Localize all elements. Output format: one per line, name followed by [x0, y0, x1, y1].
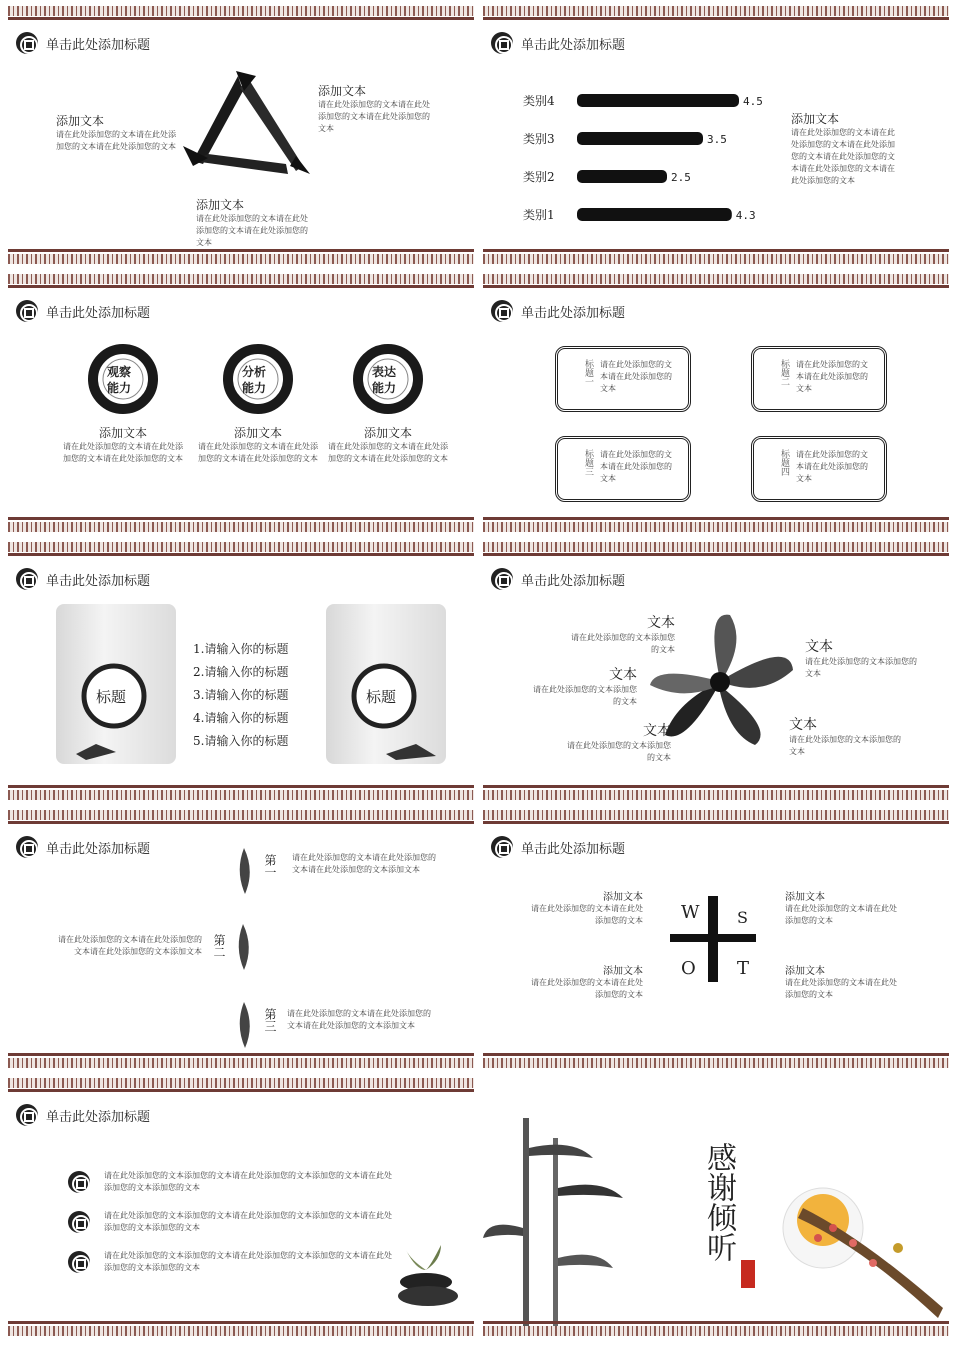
text-block [527, 664, 637, 708]
emblem-icon [491, 836, 513, 858]
bar-chart [523, 86, 763, 226]
slide-header [16, 32, 150, 54]
ornate-frame [751, 436, 887, 502]
slide-header [491, 568, 625, 590]
frame-label: 标题一 [583, 359, 593, 386]
item-title: 文本 [643, 723, 671, 739]
thanks-text: 感谢倾听 [701, 1142, 736, 1262]
item-body: 请在此处添加您的文本请在此处添加您的文本请在此处添加您的文本添加文本 [292, 853, 436, 874]
frame-label: 标题二 [779, 359, 789, 386]
text-block [785, 888, 900, 927]
frame-body: 请在此处添加您的文本请在此处添加您的文本 [600, 360, 672, 393]
text-block [56, 112, 176, 153]
emblem-icon [491, 568, 513, 590]
value-label: 2.5 [671, 171, 691, 184]
circle-block [198, 344, 318, 465]
item-body: 请在此处添加您的文本请在此处添加您的文本请在此处添加您的文本添加文本 [287, 1009, 431, 1030]
border-top [483, 810, 949, 826]
item-title: 添加文本 [318, 84, 367, 98]
circle-label: 分析 [242, 365, 267, 379]
ink-fish-icon [233, 846, 255, 896]
item-body: 请在此处添加您的文本请在此处添加您的文本请在此处添加您的文本 [198, 442, 318, 463]
item-body: 请在此处添加您的文本请在此处添加您的文本请在此处添加您的文本 [196, 214, 308, 247]
text-block [561, 720, 671, 764]
item-body: 请在此处添加您的文本添加您的文本 [533, 685, 637, 706]
seal-stamp-icon [741, 1260, 755, 1288]
category-label: 类别4 [523, 94, 555, 108]
bar [577, 132, 703, 145]
text-block [528, 962, 643, 1001]
value-label: 4.5 [743, 95, 763, 108]
slide-6 [483, 542, 949, 801]
border-top [8, 6, 474, 22]
item-body: 请在此处添加您的文本请在此处添加您的文本请在此处添加您的文本 [328, 442, 448, 463]
item-body: 请在此处添加您的文本添加您的文本 [571, 633, 675, 654]
slide-title[interactable]: 单击此处添加标题 [46, 841, 151, 857]
text-block [196, 196, 311, 249]
bar [577, 170, 667, 183]
slide-title[interactable]: 单击此处添加标题 [46, 573, 151, 589]
item-title: 添加文本 [363, 426, 412, 440]
border-top [483, 274, 949, 290]
text-block [528, 888, 643, 927]
bar [577, 94, 739, 107]
slide-title[interactable]: 单击此处添加标题 [521, 37, 626, 53]
item-title: 添加文本 [785, 892, 825, 903]
slide-header [491, 836, 625, 858]
item-body: 请在此处添加您的文本添加您的文本请在此处添加您的文本添加您的文本请在此处添加您的文本添加您的文本 [104, 1211, 392, 1232]
slide-2 [483, 6, 949, 265]
item-body: 请在此处添加您的文本请在此处添加您的文本 [785, 978, 897, 999]
slide-header [16, 300, 150, 322]
text-block [805, 636, 920, 680]
slide-header [16, 568, 150, 590]
circle-label: 能力 [242, 381, 267, 395]
bar [577, 208, 732, 221]
swot-letter: O [681, 958, 696, 979]
item-title: 文本 [805, 639, 833, 655]
text-block [789, 714, 904, 758]
emblem-icon [68, 1251, 90, 1273]
slide-header [491, 300, 625, 322]
border-bottom [483, 517, 949, 533]
scroll-graphic [56, 604, 176, 764]
emblem-icon [16, 568, 38, 590]
plum-blossom-graphic [773, 1168, 949, 1337]
item-body: 请在此处添加您的文本请在此处添加您的文本请在此处添加您的文本 [63, 442, 183, 463]
list-item[interactable]: 5.请输入你的标题 [193, 734, 289, 748]
slide-title[interactable]: 单击此处添加标题 [521, 305, 626, 321]
border-bottom [8, 785, 474, 801]
border-top [8, 810, 474, 826]
text-block [785, 962, 900, 1001]
item-body: 请在此处添加您的文本添加您的文本 [567, 741, 671, 762]
border-bottom [483, 1321, 949, 1337]
text-block [318, 82, 433, 135]
border-top [8, 1078, 474, 1094]
category-label: 类别3 [523, 132, 555, 146]
swot-letter: S [737, 908, 748, 927]
slide-9 [8, 1078, 474, 1337]
item-body: 请在此处添加您的文本请在此处添加您的文本 [531, 978, 643, 999]
item-body: 请在此处添加您的文本添加您的文本请在此处添加您的文本添加您的文本请在此处添加您的文本添加您的文本 [104, 1251, 392, 1272]
slide-title[interactable]: 单击此处添加标题 [521, 573, 626, 589]
emblem-icon [16, 300, 38, 322]
frame-body: 请在此处添加您的文本请在此处添加您的文本 [796, 450, 868, 483]
emblem-icon [16, 32, 38, 54]
item-title: 添加文本 [233, 426, 282, 440]
item-body: 请在此处添加您的文本请在此处添加您的文本请在此处添加您的文本 [56, 130, 176, 151]
scroll-label: 标题 [96, 688, 127, 706]
border-bottom [8, 249, 474, 265]
list-item[interactable]: 3.请输入你的标题 [193, 688, 289, 702]
slide-10 [483, 1078, 949, 1337]
circle-label: 表达 [372, 365, 397, 379]
item-body: 请在此处添加您的文本请在此处添加您的文本请在此处添加您的文本添加文本 [58, 935, 202, 956]
item-title: 添加文本 [56, 114, 105, 128]
scroll-label: 标题 [366, 688, 397, 706]
scroll-graphic [326, 604, 446, 764]
border-bottom [483, 249, 949, 265]
item-title: 文本 [609, 667, 637, 683]
slide-5 [8, 542, 474, 801]
item-label: 第二 [212, 934, 226, 958]
slide-header [16, 836, 150, 858]
item-title: 添加文本 [603, 966, 643, 977]
stones-icon [386, 1240, 466, 1310]
item-title: 添加文本 [196, 198, 245, 212]
list-item [68, 1250, 398, 1274]
value-label: 3.5 [707, 133, 727, 146]
slide-8 [483, 810, 949, 1069]
title-list [193, 638, 288, 753]
item-title: 添加文本 [603, 892, 643, 903]
slide-4 [483, 274, 949, 533]
emblem-icon [68, 1211, 90, 1233]
side-body: 请在此处添加您的文本请在此处添加您的文本请在此处添加您的文本请在此处添加您的文本请在此处添加您的文本请在此处添加您的文本 [791, 128, 895, 185]
ink-fish-icon [232, 922, 254, 972]
emblem-icon [491, 32, 513, 54]
side-title: 添加文本 [791, 112, 840, 126]
frame-label: 标题三 [583, 449, 593, 476]
circle-label: 观察 [107, 365, 132, 379]
item-title: 文本 [789, 717, 817, 733]
frame-body: 请在此处添加您的文本请在此处添加您的文本 [796, 360, 868, 393]
list-item[interactable]: 2.请输入你的标题 [193, 665, 289, 679]
border-bottom [8, 517, 474, 533]
slide-header [16, 1104, 150, 1126]
ink-arrows-graphic [178, 66, 318, 186]
ornate-frame [751, 346, 887, 412]
frame-label: 标题四 [779, 449, 789, 476]
border-bottom [483, 1053, 949, 1069]
emblem-icon [491, 300, 513, 322]
border-top [483, 542, 949, 558]
border-bottom [8, 1053, 474, 1069]
slide-1 [8, 6, 474, 265]
side-text-block [791, 110, 901, 187]
item-label: 第一 [263, 854, 277, 878]
category-label: 类别1 [523, 208, 555, 222]
item-body: 请在此处添加您的文本添加您的文本 [789, 735, 901, 756]
value-label: 4.3 [735, 209, 756, 222]
ornate-frame [555, 436, 691, 502]
item-body: 请在此处添加您的文本请在此处添加您的文本 [531, 904, 643, 925]
slide-header [491, 32, 625, 54]
slide-title[interactable]: 单击此处添加标题 [521, 841, 626, 857]
list-item[interactable]: 1.请输入你的标题 [193, 642, 289, 656]
swot-letter: T [737, 958, 750, 979]
border-top [8, 274, 474, 290]
slide-7 [8, 810, 474, 1069]
item-body: 请在此处添加您的文本请在此处添加您的文本请在此处添加您的文本 [318, 100, 430, 133]
slide-title[interactable]: 单击此处添加标题 [46, 37, 151, 53]
border-bottom [8, 1321, 474, 1337]
list-item[interactable]: 4.请输入你的标题 [193, 711, 289, 725]
category-label: 类别2 [523, 170, 555, 184]
border-top [8, 542, 474, 558]
item-body: 请在此处添加您的文本请在此处添加您的文本 [785, 904, 897, 925]
slide-title[interactable]: 单击此处添加标题 [46, 305, 151, 321]
bamboo-graphic [483, 1108, 633, 1328]
circle-block [63, 344, 183, 465]
slide-3 [8, 274, 474, 533]
list-item [68, 1170, 398, 1194]
swot-letter: W [681, 902, 700, 923]
frame-body: 请在此处添加您的文本请在此处添加您的文本 [600, 450, 672, 483]
circle-label: 能力 [107, 381, 132, 395]
ornate-frame [555, 346, 691, 412]
border-top [483, 6, 949, 22]
circle-block [328, 344, 448, 465]
border-bottom [483, 785, 949, 801]
emblem-icon [68, 1171, 90, 1193]
item-body: 请在此处添加您的文本添加您的文本 [805, 657, 917, 678]
circle-label: 能力 [372, 381, 397, 395]
slide-title[interactable]: 单击此处添加标题 [46, 1109, 151, 1125]
item-title: 文本 [647, 615, 675, 631]
emblem-icon [16, 1104, 38, 1126]
text-block [565, 612, 675, 656]
ink-fish-icon [233, 1000, 255, 1050]
item-label: 第三 [263, 1008, 277, 1032]
item-body: 请在此处添加您的文本添加您的文本请在此处添加您的文本添加您的文本请在此处添加您的文本添加您的文本 [104, 1171, 392, 1192]
item-title: 添加文本 [785, 966, 825, 977]
item-title: 添加文本 [98, 426, 147, 440]
list-item [68, 1210, 398, 1234]
emblem-icon [16, 836, 38, 858]
